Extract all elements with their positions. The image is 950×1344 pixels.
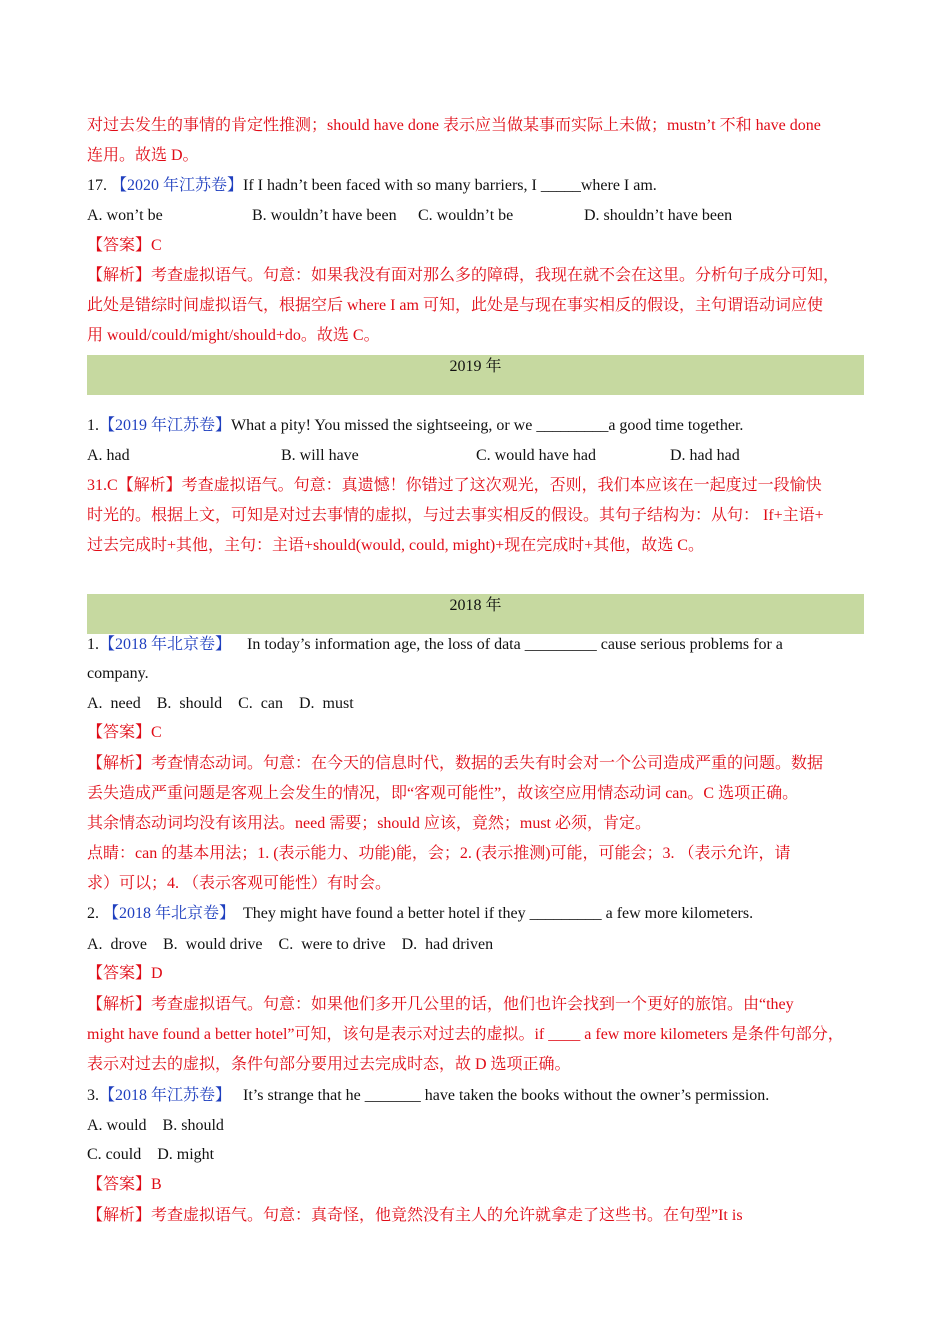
option-a: A. won’t be [87,207,163,224]
analysis-line: 31.C【解析】考查虚拟语气。句意：真遗憾！你错过了这次观光，否则，我们本应该在一起度过一段愉快 [87,477,822,494]
question-text: If I hadn’t been faced with so many barriers, I _____where I am. [243,177,657,194]
question-options: A. drove B. would drive C. were to drive D. had driven [87,936,494,953]
analysis-line: 【解析】考查情态动词。句意：在今天的信息时代，数据的丢失有时会对一个公司造成严重的问题。数据 [87,755,824,772]
question-text: They might have found a better hotel if they _________ a few more kilometers. [243,905,754,922]
analysis-line: 【解析】考查虚拟语气。句意：如果他们多开几公里的话，他们也许会找到一个更好的旅馆。由“they [87,996,794,1013]
analysis-line: 其余情态动词均没有该用法。need 需要；should 应该，竟然；must 必须，肯定。 [87,815,651,832]
question-2018-3 [87,1086,769,1106]
question-2018-1 [87,635,783,655]
analysis-line: 【解析】考查虚拟语气。句意：真奇怪，他竟然没有主人的允许就拿走了这些书。在句型”It is [87,1207,743,1224]
analysis-line: 点睛：can 的基本用法；1. (表示能力、功能)能，会；2. (表示推测)可能，可能会；3. （表示允许，请 [87,845,791,862]
question-2018-2 [87,904,753,924]
section-banner-2019 [87,355,864,395]
section-banner-2018 [87,594,864,634]
answer-label: 【答案】B [87,1176,162,1193]
question-number: 3. [87,1087,99,1104]
option-d: D. shouldn’t have been [584,207,733,224]
analysis-line: might have found a better hotel”可知，该句是表示对过去的虚拟。if ____ a few more kilometers 是条件句部分， [87,1026,844,1043]
option-d: D. had had [670,447,740,464]
analysis-line: 用 would/could/might/should+do。故选 C。 [87,327,380,344]
option-b: B. wouldn’t have been [252,207,397,224]
question-17-options [87,206,864,226]
question-2019-1-options [87,446,864,466]
analysis-line: 丢失造成严重问题是客观上会发生的情况，即“客观可能性”，故该空应用情态动词 can。C 选项正确。 [87,785,799,802]
question-source: 【2018 年北京卷】 [103,905,236,922]
question-source: 【2020 年江苏卷】 [111,177,244,194]
question-2019-1 [87,416,743,436]
question-text: It’s strange that he _______ have taken the books without the owner’s permission. [243,1087,770,1104]
question-number: 17. [87,177,107,194]
question-source: 【2019 年江苏卷】 [99,417,232,434]
analysis-line: 表示对过去的虚拟，条件句部分要用过去完成时态，故 D 选项正确。 [87,1056,571,1073]
question-17 [87,176,657,196]
option-c: C. would have had [476,447,596,464]
question-source: 【2018 年北京卷】 [99,636,232,653]
option-b: B. will have [281,447,359,464]
question-options: A. need B. should C. can D. must [87,695,354,712]
analysis-line: 求）可以；4. （表示客观可能性）有时会。 [87,875,392,892]
question-text-continued: company. [87,665,149,682]
option-a: A. had [87,447,130,464]
answer-label: 【答案】C [87,237,162,254]
question-number: 1. [87,636,99,653]
analysis-line: 此处是错综时间虚拟语气，根据空后 where I am 可知，此处是与现在事实相反的假设，主句谓语动词应使 [87,297,823,314]
answer-label: 【答案】C [87,724,162,741]
question-number: 2. [87,905,99,922]
explanation-line: 对过去发生的事情的肯定性推测；should have done 表示应当做某事而实际上未做；mustn’t 不和 have done [87,117,821,134]
analysis-line: 时光的。根据上文，可知是对过去事情的虚拟，与过去事实相反的假设。其句子结构为：从句： If+主语+ [87,507,824,524]
option-c: C. wouldn’t be [418,207,514,224]
section-title: 2018 年 [449,597,502,614]
analysis-line: 【解析】考查虚拟语气。句意：如果我没有面对那么多的障碍，我现在就不会在这里。分析句子成分可知， [87,267,840,284]
answer-label: 【答案】D [87,965,163,982]
question-text: What a pity! You missed the sightseeing, or we _________a good time together. [231,417,744,434]
question-options: A. would B. should [87,1117,224,1134]
section-title: 2019 年 [449,358,502,375]
question-text: In today’s information age, the loss of data _________ cause serious problems for a [247,636,783,653]
question-number: 1. [87,417,99,434]
question-options: C. could D. might [87,1146,215,1163]
explanation-line: 连用。故选 D。 [87,147,199,164]
analysis-line: 过去完成时+其他，主句：主语+should(would, could, might)+现在完成时+其他，故选 C。 [87,537,704,554]
question-source: 【2018 年江苏卷】 [99,1087,232,1104]
